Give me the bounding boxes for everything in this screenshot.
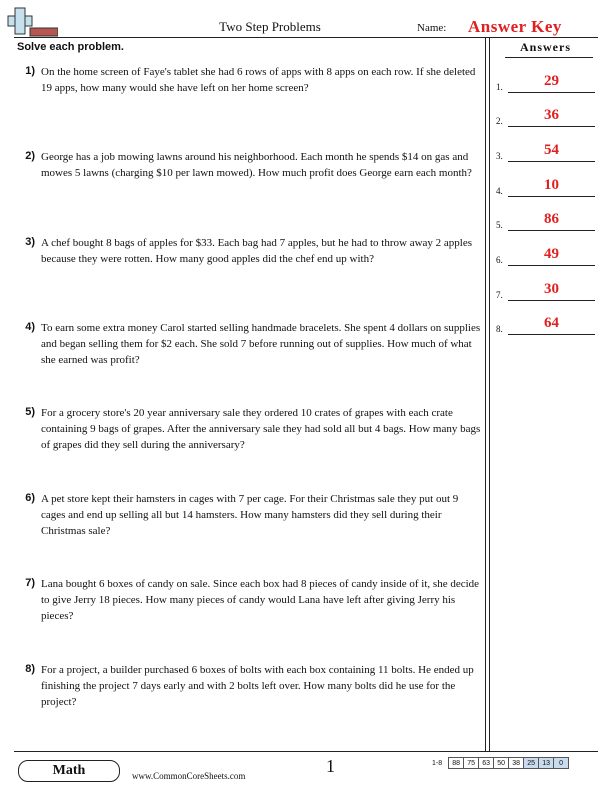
score-cell: 88 bbox=[449, 758, 464, 769]
name-label: Name: bbox=[417, 22, 447, 34]
answer-number: 2. bbox=[496, 116, 503, 126]
answer-number: 5. bbox=[496, 220, 503, 230]
problem-number: 1) bbox=[25, 65, 35, 77]
answer-value: 64 bbox=[544, 315, 559, 331]
problem-number: 2) bbox=[25, 150, 35, 162]
answer-value: 36 bbox=[544, 107, 559, 123]
plus-logo-icon bbox=[6, 4, 58, 40]
worksheet-title: Two Step Problems bbox=[219, 19, 321, 34]
subject-badge: Math bbox=[18, 760, 120, 782]
header-divider bbox=[14, 37, 598, 38]
answer-number: 8. bbox=[496, 324, 503, 334]
answer-value: 30 bbox=[544, 281, 559, 297]
score-table bbox=[430, 757, 569, 769]
score-cell: 0 bbox=[554, 758, 569, 769]
score-cell: 13 bbox=[539, 758, 554, 769]
problem-text: Lana bought 6 boxes of candy on sale. Since each box had 8 pieces of candy inside of it, she decide to give Jerry 18 pieces. How many pieces of candy would Lana have left after giving Jerry his pieces? bbox=[41, 578, 480, 622]
score-range: 1-8 bbox=[432, 759, 443, 767]
answer-number: 3. bbox=[496, 151, 503, 161]
answer-number: 4. bbox=[496, 186, 503, 196]
problem-number: 7) bbox=[25, 577, 35, 589]
problem-number: 8) bbox=[25, 663, 35, 675]
answer-line bbox=[508, 230, 595, 231]
score-cell: 50 bbox=[494, 758, 509, 769]
answer-line bbox=[508, 196, 595, 197]
answers-heading-underline bbox=[505, 57, 593, 58]
answers-heading: Answers bbox=[520, 40, 571, 54]
problem-text: A chef bought 8 bags of apples for $33. Each bag had 7 apples, but he had to throw away 2 apples because they were rotten. How many good apples did the chef end up with? bbox=[41, 237, 473, 265]
page-number: 1 bbox=[326, 756, 335, 776]
answer-number: 6. bbox=[496, 255, 503, 265]
answer-value: 29 bbox=[544, 73, 559, 89]
answer-value: 10 bbox=[544, 177, 559, 193]
answer-key-label: Answer Key bbox=[468, 17, 562, 36]
problem-number: 5) bbox=[25, 406, 35, 418]
answer-line bbox=[508, 334, 595, 335]
score-cell: 38 bbox=[509, 758, 524, 769]
answer-value: 54 bbox=[544, 142, 559, 158]
problem-number: 3) bbox=[25, 236, 35, 248]
problem-number: 6) bbox=[25, 492, 35, 504]
instructions: Solve each problem. bbox=[17, 41, 124, 53]
score-cell: 63 bbox=[479, 758, 494, 769]
answer-line bbox=[508, 92, 595, 93]
problem-number: 4) bbox=[25, 321, 35, 333]
footer-divider bbox=[14, 751, 598, 752]
problem-text: To earn some extra money Carol started selling handmade bracelets. She spent 4 dollars on supplies and began selling them for $2 each. She sold 7 before running out of supplies. How much of what she earned was profit? bbox=[41, 322, 481, 366]
problem-text: For a project, a builder purchased 6 boxes of bolts with each box containing 11 bolts. He ended up finishing the project 7 days early and with 2 bolts left over. How many bolts did he use for the project? bbox=[41, 664, 474, 708]
site-url: www.CommonCoreSheets.com bbox=[132, 771, 246, 781]
problem-text: For a grocery store's 20 year anniversary sale they ordered 10 crates of grapes with each crate containing 9 bags of grapes. After the anniversary sale they had sold all but 4 bags. How many bags of grapes did they sell during the anniversary? bbox=[41, 407, 481, 451]
answer-column-divider bbox=[485, 37, 486, 751]
answer-number: 7. bbox=[496, 290, 503, 300]
problem-text: George has a job mowing lawns around his neighborhood. Each month he spends $14 on gas and mowes 5 lawns (charging $10 per lawn mowed). How much profit does George earn each month? bbox=[41, 151, 472, 179]
problem-text: On the home screen of Faye's tablet she had 6 rows of apps with 8 apps on each row. If she deleted 19 apps, how many would she have left on her home screen? bbox=[41, 66, 476, 94]
score-cell: 75 bbox=[464, 758, 479, 769]
answer-line bbox=[508, 161, 595, 162]
answer-number: 1. bbox=[496, 82, 503, 92]
answer-line bbox=[508, 265, 595, 266]
answer-value: 86 bbox=[544, 211, 559, 227]
answer-line bbox=[508, 126, 595, 127]
answer-value: 49 bbox=[544, 246, 559, 262]
problem-text: A pet store kept their hamsters in cages with 7 per cage. For their Christmas sale they put out 9 cages and end up selling all but 14 hamsters. How many hamsters did they sell during their Christmas sale? bbox=[41, 493, 459, 537]
score-cell: 25 bbox=[524, 758, 539, 769]
answer-column-divider-inner bbox=[489, 37, 490, 751]
answer-line bbox=[508, 300, 595, 301]
